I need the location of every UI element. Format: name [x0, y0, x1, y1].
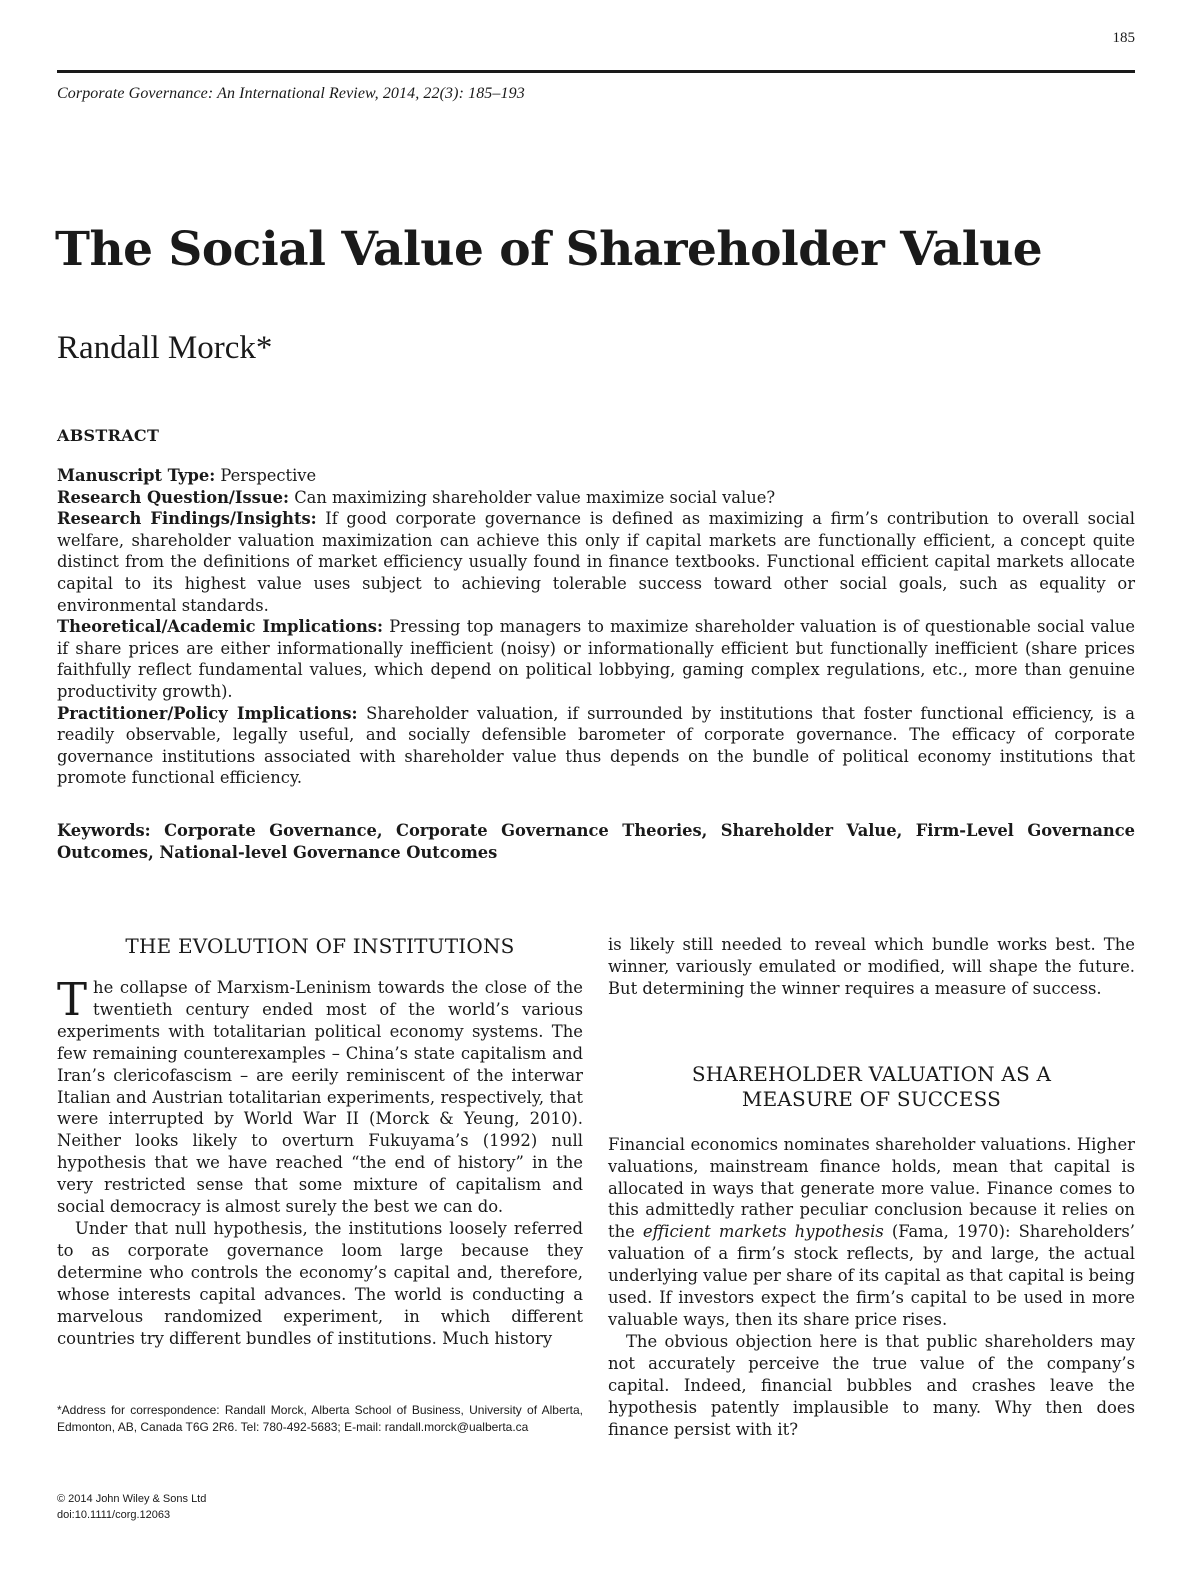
section-heading-line: MEASURE OF SUCCESS: [741, 1086, 1002, 1111]
paragraph-text: Financial economics nominates shareholder valuations. Higher valuations, mainstream finance holds, mean that capital is allocated in ways that generate more value. Finance comes to this admittedly rather peculiar conclusion because it relies on the: [608, 1134, 1135, 1242]
question-text: Can maximizing shareholder value maximize social value?: [289, 487, 776, 507]
abstract-question: [57, 487, 1135, 509]
correspondence-footnote: *Address for correspondence: Randall Morck, Alberta School of Business, University of Alberta, Edmonton, AB, Canada T6G 2R6. Tel: 780-492-5683; E-mail: randall.morck@ualberta.ca: [57, 1403, 583, 1434]
paragraph-continued: is likely still needed to reveal which bundle works best. The winner, variously emulated or modified, will shape the future. But determining the winner requires a measure of success.: [608, 935, 1135, 998]
paragraph-text: he collapse of Marxism-Leninism towards the close of the twentieth century ended most of the world’s various experiments with totalitarian political economy systems. The few remaining counterexamples – China’s state capitalism and Iran’s clericofascism – are eerily reminiscent of the interwar Italian and Austrian totalitarian experiments, respectively, that were interrupted by World War II (Morck & Yeung, 2010). Neither looks likely to overturn Fukuyama’s (1992) null hypothesis that we have reached “the end of history” in the very restricted sense that some mixture of capitalism and social democracy is almost surely the best we can do.: [57, 978, 583, 1217]
abstract-practitioner: [57, 703, 1135, 789]
abstract-heading: ABSTRACT: [57, 426, 160, 445]
paragraph-text: (Fama, 1970): Shareholders’ valuation of a firm’s stock reflects, by and large, the actual underlying value per share of its capital as that capital is being used. If investors expect the firm’s capital to be used in more valuable ways, then its share price rises.: [608, 1222, 1135, 1329]
left-column: [57, 934, 583, 1349]
journal-citation: Corporate Governance: An International Review, 2014, 22(3): 185–193: [57, 85, 525, 102]
header-rule: [57, 70, 1135, 73]
paragraph: [608, 1134, 1135, 1331]
paragraph: [57, 973, 583, 1218]
copyright-line: © 2014 John Wiley & Sons Ltd: [57, 1493, 207, 1505]
doi-line: doi:10.1111/corg.12063: [57, 1509, 171, 1521]
practitioner-label: Practitioner/Policy Implications:: [57, 703, 358, 723]
theoretical-text: Pressing top managers to maximize shareholder valuation is of questionable social value if share prices are either informationally inefficient (noisy) or informationally efficient but functionally inefficient (share prices faithfully reflect fundamental values, which depend on political lobbying, gaming complex regulations, etc., more than genuine productivity growth).: [57, 617, 1135, 701]
author-name: Randall Morck*: [57, 330, 273, 366]
drop-cap: T: [57, 973, 88, 1026]
section-heading-evolution: THE EVOLUTION OF INSTITUTIONS: [125, 934, 515, 958]
page-number: 185: [1112, 30, 1135, 46]
emphasis-efficient-markets: efficient markets hypothesis: [642, 1222, 884, 1242]
practitioner-text: Shareholder valuation, if surrounded by institutions that foster functional efficiency, is a readily observable, legally useful, and socially defensible barometer of corporate governance. The efficacy of corporate governance institutions associated with shareholder value thus depends on the bundle of political economy institutions that promote functional efficiency.: [57, 703, 1135, 788]
copyright-block: [57, 1491, 206, 1523]
abstract-findings: [57, 508, 1135, 616]
abstract-theoretical: [57, 616, 1135, 702]
theoretical-label: Theoretical/Academic Implications:: [57, 617, 383, 637]
question-label: Research Question/Issue:: [57, 487, 290, 507]
paragraph: The obvious objection here is that public shareholders may not accurately perceive the true value of the company’s capital. Indeed, financial bubbles and crashes leave the hypothesis patently implausible to many. Why then does finance persist with it?: [608, 1331, 1135, 1439]
findings-text: If good corporate governance is defined as maximizing a firm’s contribution to overall social welfare, shareholder valuation maximization can achieve this only if capital markets are functionally efficient, a concept quite distinct from the definitions of market efficiency usually found in finance textbooks. Functional efficient capital markets allocate capital to its highest value uses subject to achieving tolerable success toward other social goals, such as equality or environmental standards.: [57, 509, 1136, 615]
keywords: Keywords: Corporate Governance, Corporate Governance Theories, Shareholder Value, Firm-Level Governance Outcomes, National-level Governance Outcomes: [57, 821, 1135, 862]
section-heading-shareholder-valuation: [608, 1062, 1135, 1112]
findings-label: Research Findings/Insights:: [57, 509, 317, 529]
manuscript-type-label: Manuscript Type:: [57, 466, 216, 485]
right-column: [608, 934, 1135, 1440]
abstract-manuscript-type: [57, 465, 1135, 487]
article-title: The Social Value of Shareholder Value: [55, 222, 1043, 277]
paragraph: Under that null hypothesis, the institutions loosely referred to as corporate governance loom large because they determine who controls the economy’s capital and, therefore, whose interests capital advances. The world is conducting a marvelous randomized experiment, in which different countries try different bundles of institutions. Much history: [57, 1218, 583, 1348]
section-heading-line: SHAREHOLDER VALUATION AS A: [691, 1061, 1052, 1086]
abstract-body: [57, 465, 1135, 789]
manuscript-type-text: Perspective: [215, 466, 317, 485]
